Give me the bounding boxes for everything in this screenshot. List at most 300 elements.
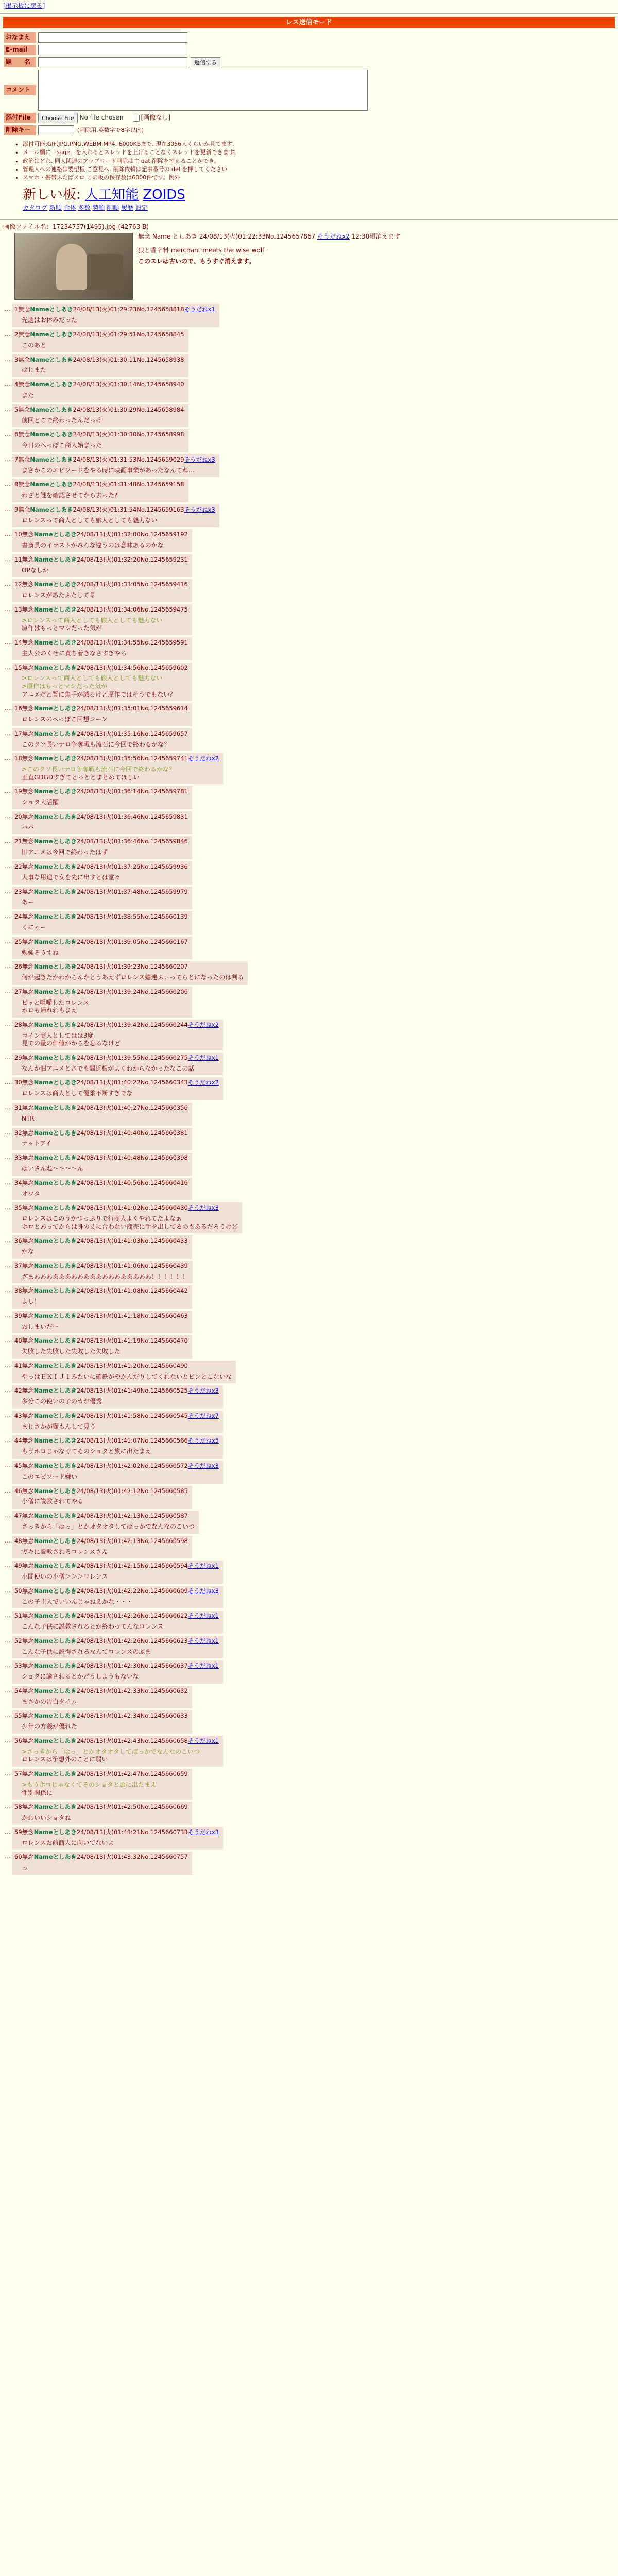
reply-time: 24/08/13(火)01:39:23 xyxy=(76,963,141,971)
reply-body-line: NTR xyxy=(22,1114,35,1122)
reply-body xyxy=(22,1215,238,1231)
reply-poster-name: としあき xyxy=(53,1262,77,1269)
reply-no-label: No. xyxy=(140,888,150,895)
file-status-text: No file chosen xyxy=(79,114,124,122)
reply-time: 24/08/13(火)01:30:11 xyxy=(73,355,137,363)
reply-body-line: ガキに説教されるロレンスさん xyxy=(22,1548,108,1555)
nav-newest[interactable]: 新順 xyxy=(49,204,62,212)
reply-post-number[interactable]: 1245660167 xyxy=(150,938,188,945)
reply-post-number[interactable]: 1245659475 xyxy=(150,605,188,613)
reply-box xyxy=(12,1103,192,1126)
reply-number: 26 xyxy=(14,963,22,971)
reply-post xyxy=(3,961,615,985)
reply-poster-name: としあき xyxy=(53,1687,77,1694)
reply-post-number[interactable]: 1245660632 xyxy=(150,1687,188,1694)
reply-name-label: Name xyxy=(33,581,53,588)
reply-time: 24/08/13(火)01:40:22 xyxy=(76,1079,141,1087)
reply-name-label: Name xyxy=(33,531,53,538)
reply-box xyxy=(12,786,192,809)
reply-no-label: No. xyxy=(140,1687,150,1694)
reply-no-label: No. xyxy=(140,838,150,845)
reply-post-number[interactable]: 1245660525 xyxy=(150,1387,188,1395)
reply-body-line: もうホロじゃなくてそのショタと旅に出たまえ xyxy=(22,1448,151,1455)
reply-time: 24/08/13(火)01:36:46 xyxy=(76,838,141,845)
reply-no-label: No. xyxy=(140,1612,150,1620)
reply-sodane-link[interactable]: そうだねx3 xyxy=(187,1204,219,1212)
reply-number: 53 xyxy=(14,1662,22,1670)
reply-no-label: No. xyxy=(140,913,150,921)
reply-header xyxy=(14,1462,219,1470)
nav-history[interactable]: 履歴 xyxy=(121,204,134,212)
nav-combined[interactable]: 合体 xyxy=(63,204,76,212)
reply-poster-name: としあき xyxy=(49,455,73,463)
reply-name-label: Name xyxy=(33,838,53,845)
reply-post-number[interactable]: 1245660206 xyxy=(150,988,188,995)
reply-post-number[interactable]: 1245660275 xyxy=(150,1054,188,1061)
reply-no-label: No. xyxy=(140,1662,150,1670)
reply-post-number[interactable]: 1245660658 xyxy=(150,1737,188,1744)
nav-deleted[interactable]: 削順 xyxy=(107,204,119,212)
reply-post-number[interactable]: 1245659591 xyxy=(150,638,188,646)
reply-post xyxy=(3,836,615,859)
reply-post-number[interactable]: 1245660669 xyxy=(150,1803,188,1811)
reply-time: 24/08/13(火)01:42:15 xyxy=(76,1562,141,1570)
op-sodane-link[interactable]: そうだねx2 xyxy=(317,233,350,241)
reply-body xyxy=(22,567,188,575)
reply-post xyxy=(3,1611,615,1634)
reply-subject: 無念 xyxy=(22,1770,34,1777)
reply-box xyxy=(12,1736,223,1767)
reply-post-number[interactable]: 1245660622 xyxy=(150,1612,188,1620)
reply-box xyxy=(12,937,192,960)
reply-name-label: Name xyxy=(30,405,49,413)
reply-header xyxy=(14,938,188,946)
op-body xyxy=(138,245,264,266)
reply-post-number[interactable]: 1245658984 xyxy=(146,405,184,413)
reply-indent-mark: … xyxy=(5,455,11,463)
reply-sodane-link[interactable]: そうだねx5 xyxy=(187,1437,219,1445)
reply-post-number[interactable]: 1245658998 xyxy=(146,431,184,438)
reply-no-label: No. xyxy=(140,730,150,737)
reply-post-number[interactable]: 1245659158 xyxy=(146,481,184,488)
reply-box xyxy=(12,1686,192,1709)
reply-indent-mark: … xyxy=(5,812,11,820)
reply-post xyxy=(3,329,615,352)
reply-name-label: Name xyxy=(33,963,53,971)
reply-body-line: このあと xyxy=(22,341,47,349)
reply-no-label: No. xyxy=(136,306,147,313)
reply-number: 29 xyxy=(14,1054,22,1061)
reply-post-number[interactable]: 1245660416 xyxy=(150,1179,188,1187)
reply-header xyxy=(14,1637,219,1645)
reply-post-number[interactable]: 1245659614 xyxy=(150,705,188,713)
reply-box xyxy=(12,753,223,784)
reply-indent-mark: … xyxy=(5,580,11,588)
reply-sodane-link[interactable]: そうだねx7 xyxy=(187,1412,219,1419)
reply-no-label: No. xyxy=(136,405,147,413)
reply-box xyxy=(12,454,219,478)
reply-subject: 無念 xyxy=(22,1312,34,1319)
reply-post-number[interactable]: 1245660356 xyxy=(150,1104,188,1111)
reply-post-number[interactable]: 1245660430 xyxy=(150,1204,188,1212)
reply-quote-line: >もうホロじゃなくてそのショタと旅に出たまえ xyxy=(22,1781,157,1788)
reply-subject: 無念 xyxy=(22,1362,34,1369)
reply-name-label: Name xyxy=(33,1587,53,1595)
reply-indent-mark: … xyxy=(5,1436,11,1444)
reply-post xyxy=(3,529,615,552)
reply-body-line: よし！ xyxy=(22,1298,41,1306)
email-input[interactable] xyxy=(38,45,187,55)
reply-post-number[interactable]: 1245659029 xyxy=(146,455,184,463)
no-image-checkbox[interactable] xyxy=(133,115,140,122)
reply-subject: 無念 xyxy=(22,1462,34,1469)
reply-post xyxy=(3,911,615,935)
reply-subject: 無念 xyxy=(22,531,34,538)
reply-box xyxy=(12,728,192,752)
reply-body-line: 勉強そうすね xyxy=(22,948,59,956)
reply-name-label: Name xyxy=(33,938,53,945)
reply-body xyxy=(22,716,188,724)
reply-sodane-link[interactable]: そうだねx1 xyxy=(187,1737,219,1744)
reply-sodane-link[interactable]: そうだねx2 xyxy=(187,1079,219,1087)
reply-sodane-link[interactable]: そうだねx1 xyxy=(187,1662,219,1670)
reply-name-label: Name xyxy=(33,1803,53,1811)
reply-post-number[interactable]: 1245659602 xyxy=(150,664,188,671)
reply-post-number[interactable]: 1245660398 xyxy=(150,1154,188,1162)
nav-settings[interactable]: 設定 xyxy=(135,204,148,212)
reply-indent-mark: … xyxy=(5,1411,11,1419)
reply-post-number[interactable]: 1245660633 xyxy=(150,1712,188,1720)
reply-post-number[interactable]: 1245659657 xyxy=(150,730,188,737)
reply-poster-name: としあき xyxy=(53,963,77,971)
reply-name-label: Name xyxy=(33,1537,53,1545)
reply-subject: 無念 xyxy=(22,1537,34,1545)
reply-no-label: No. xyxy=(136,481,147,488)
reply-no-label: No. xyxy=(140,1412,150,1419)
reply-sodane-link[interactable]: そうだねx3 xyxy=(187,1387,219,1395)
reply-sodane-link[interactable]: そうだねx2 xyxy=(187,1021,219,1028)
name-row xyxy=(4,32,618,43)
reply-time: 24/08/13(火)01:42:33 xyxy=(76,1687,141,1694)
reply-number: 32 xyxy=(14,1129,22,1137)
reply-header xyxy=(14,1129,188,1137)
comment-textarea[interactable] xyxy=(38,70,368,111)
reply-subject: 無念 xyxy=(22,1662,34,1670)
reply-indent-mark: … xyxy=(5,1361,11,1369)
reply-post-number[interactable]: 1245658940 xyxy=(146,381,184,388)
reply-time: 24/08/13(火)01:42:13 xyxy=(76,1537,141,1545)
reply-post-number[interactable]: 1245660598 xyxy=(150,1537,188,1545)
reply-sodane-link[interactable]: そうだねx1 xyxy=(187,1612,219,1620)
reply-post-number[interactable]: 1245660439 xyxy=(150,1262,188,1269)
reply-header xyxy=(14,431,184,438)
reply-poster-name: としあき xyxy=(49,431,73,438)
reply-sodane-link[interactable]: そうだねx1 xyxy=(184,306,215,313)
reply-number: 11 xyxy=(14,555,22,563)
reply-no-label: No. xyxy=(140,1562,150,1570)
reply-indent-mark: … xyxy=(5,1562,11,1569)
reply-post-number[interactable]: 1245660585 xyxy=(150,1487,188,1495)
reply-post-number[interactable]: 1245660545 xyxy=(150,1412,188,1419)
reply-number: 2 xyxy=(14,331,19,338)
nav-momentum[interactable]: 勢順 xyxy=(92,204,105,212)
reply-post xyxy=(3,887,615,910)
reply-post-number[interactable]: 1245660566 xyxy=(150,1437,188,1445)
reply-post-number[interactable]: 1245660757 xyxy=(150,1853,188,1861)
reply-name-label: Name xyxy=(33,1437,53,1445)
reply-subject: 無念 xyxy=(22,755,34,762)
reply-post-number[interactable]: 1245660490 xyxy=(150,1362,188,1369)
reply-body-line: オワタ xyxy=(22,1190,40,1197)
reply-body-line: ピッと咀嚼したロレンス xyxy=(22,998,89,1006)
reply-subject: 無念 xyxy=(22,664,34,671)
reply-no-label: No. xyxy=(140,1803,150,1811)
reply-name-label: Name xyxy=(33,788,53,795)
reply-post xyxy=(3,753,615,784)
reply-post-number[interactable]: 1245659192 xyxy=(150,531,188,538)
reply-post xyxy=(3,1077,615,1100)
reply-post xyxy=(3,1561,615,1584)
reply-number: 38 xyxy=(14,1287,22,1295)
reply-body-line: こんな子供に説教されるとか終わってんなロレンス xyxy=(22,1623,164,1631)
reply-name-label: Name xyxy=(33,1712,53,1720)
reply-subject: 無念 xyxy=(22,1262,34,1269)
reply-number: 14 xyxy=(14,638,22,646)
reply-sodane-link[interactable]: そうだねx3 xyxy=(187,1462,219,1469)
reply-name-label: Name xyxy=(33,1612,53,1620)
reply-subject: 無念 xyxy=(22,1412,34,1419)
reply-post-number[interactable]: 1245660139 xyxy=(150,913,188,921)
reply-time: 24/08/13(火)01:30:14 xyxy=(73,381,137,388)
reply-post xyxy=(3,728,615,752)
reply-body xyxy=(22,1648,219,1656)
reply-time: 24/08/13(火)01:40:27 xyxy=(76,1104,141,1111)
reply-post-number[interactable]: 1245659163 xyxy=(146,505,184,513)
reply-poster-name: としあき xyxy=(49,381,73,388)
reply-subject: 無念 xyxy=(22,988,34,995)
reply-number: 3 xyxy=(14,355,19,363)
subject-row xyxy=(4,57,618,67)
reply-indent-mark: … xyxy=(5,962,11,970)
reply-subject: 無念 xyxy=(22,581,34,588)
reply-subject: 無念 xyxy=(22,1587,34,1595)
file-row xyxy=(4,113,618,123)
reply-post-number[interactable]: 1245660381 xyxy=(150,1129,188,1137)
reply-sodane-link[interactable]: そうだねx3 xyxy=(187,1587,219,1595)
reply-header xyxy=(14,356,184,364)
top-bar xyxy=(0,0,618,13)
reply-post-number[interactable]: 1245659936 xyxy=(150,863,188,870)
reply-number: 56 xyxy=(14,1737,22,1744)
reply-time: 24/08/13(火)01:30:30 xyxy=(73,431,137,438)
reply-post-number[interactable]: 1245660594 xyxy=(150,1562,188,1570)
reply-post xyxy=(3,987,615,1018)
reply-sodane-link[interactable]: そうだねx3 xyxy=(184,455,215,463)
reply-time: 24/08/13(火)01:31:48 xyxy=(73,481,137,488)
reply-name-label: Name xyxy=(30,505,49,513)
reply-time: 24/08/13(火)01:41:49 xyxy=(76,1387,141,1395)
reply-post xyxy=(3,354,615,378)
reply-body xyxy=(22,999,188,1015)
reply-no-label: No. xyxy=(140,988,150,995)
reply-post-number[interactable]: 1245660470 xyxy=(150,1337,188,1345)
nav-many[interactable]: 多数 xyxy=(78,204,91,212)
reply-body xyxy=(22,1423,219,1431)
nav-catalog[interactable]: カタログ xyxy=(23,204,48,212)
reply-poster-name: としあき xyxy=(53,1770,77,1777)
reply-subject: 無念 xyxy=(22,1021,34,1028)
reply-post-number[interactable]: 1245659846 xyxy=(150,838,188,845)
reply-post-number[interactable]: 1245659741 xyxy=(150,755,188,762)
reply-post-number[interactable]: 1245658818 xyxy=(146,306,184,313)
reply-subject: 無念 xyxy=(22,812,34,820)
reply-body xyxy=(22,1548,188,1556)
reply-indent-mark: … xyxy=(5,1204,11,1211)
choose-file-button[interactable]: Choose File xyxy=(38,113,78,123)
subject-input[interactable] xyxy=(38,57,187,67)
reply-body-line: 見ての量の価値がからを忘るなけど xyxy=(22,1040,121,1047)
reply-body xyxy=(22,1065,219,1073)
reply-name-label: Name xyxy=(33,1853,53,1861)
reply-subject: 無念 xyxy=(18,455,30,463)
reply-indent-mark: … xyxy=(5,605,11,613)
reply-body-line: 少年の方義が優れた xyxy=(22,1723,78,1731)
reply-indent-mark: … xyxy=(5,1178,11,1186)
reply-indent-mark: … xyxy=(5,1286,11,1294)
reply-poster-name: としあき xyxy=(53,1537,77,1545)
reply-sodane-link[interactable]: そうだねx1 xyxy=(187,1637,219,1645)
reply-time: 24/08/13(火)01:37:25 xyxy=(76,863,141,870)
reply-post-number[interactable]: 1245660587 xyxy=(150,1512,188,1520)
reply-post-number[interactable]: 1245660244 xyxy=(150,1021,188,1028)
reply-post xyxy=(3,1852,615,1875)
reply-header xyxy=(14,1437,219,1445)
reply-sodane-link[interactable]: そうだねx2 xyxy=(187,755,219,762)
reply-post-number[interactable]: 1245659416 xyxy=(150,581,188,588)
reply-number: 10 xyxy=(14,531,22,538)
reply-sodane-link[interactable]: そうだねx1 xyxy=(187,1054,219,1061)
reply-time: 24/08/13(火)01:42:26 xyxy=(76,1612,141,1620)
rule-item: • 政治はどれ. 同人関連のアップロード削除は主 dat 削除を控えることができ。 xyxy=(23,158,618,165)
reply-body xyxy=(22,1498,188,1506)
reply-post-number[interactable]: 1245660463 xyxy=(150,1312,188,1319)
board-link-zoids[interactable]: ZOIDS xyxy=(143,187,185,203)
reply-poster-name: としあき xyxy=(53,1562,77,1570)
reply-header xyxy=(14,913,188,921)
reply-subject: 無念 xyxy=(18,431,30,438)
reply-post-number[interactable]: 1245659781 xyxy=(150,788,188,795)
reply-post-number[interactable]: 1245660623 xyxy=(150,1637,188,1645)
board-link-ai[interactable]: 人工知能 xyxy=(85,187,139,203)
reply-box xyxy=(12,1852,192,1875)
reply-post-number[interactable]: 1245660659 xyxy=(150,1770,188,1777)
reply-post xyxy=(3,1178,615,1201)
reply-time: 24/08/13(火)01:36:46 xyxy=(76,812,141,820)
reply-header xyxy=(14,606,188,614)
op-thumbnail[interactable] xyxy=(14,233,133,300)
back-to-board-link[interactable]: [掲示板に戻る] xyxy=(3,2,45,9)
reply-header xyxy=(14,1612,219,1620)
reply-poster-name: としあき xyxy=(49,355,73,363)
reply-post-number[interactable]: 1245660733 xyxy=(150,1828,188,1836)
reply-number: 28 xyxy=(14,1021,22,1028)
reply-post xyxy=(3,554,615,578)
reply-post-number[interactable]: 1245658845 xyxy=(146,331,184,338)
delkey-row xyxy=(4,125,618,135)
reply-no-label: No. xyxy=(140,1021,150,1028)
reply-post-number[interactable]: 1245660442 xyxy=(150,1287,188,1295)
reply-body xyxy=(22,442,184,450)
reply-header xyxy=(14,755,219,762)
reply-no-label: No. xyxy=(140,1853,150,1861)
reply-body xyxy=(22,1115,188,1123)
reply-post-number[interactable]: 1245660637 xyxy=(150,1662,188,1670)
reply-sodane-link[interactable]: そうだねx3 xyxy=(187,1828,219,1836)
reply-post-number[interactable]: 1245660609 xyxy=(150,1587,188,1595)
reply-post-number[interactable]: 1245660572 xyxy=(150,1462,188,1469)
reply-post-number[interactable]: 1245660207 xyxy=(150,963,188,971)
reply-post xyxy=(3,1285,615,1309)
reply-post-number[interactable]: 1245659831 xyxy=(150,812,188,820)
reply-subject: 無念 xyxy=(22,1337,34,1345)
reply-sodane-link[interactable]: そうだねx3 xyxy=(184,505,215,513)
reply-poster-name: としあき xyxy=(53,988,77,995)
reply-box xyxy=(12,1411,223,1434)
reply-box xyxy=(12,429,188,452)
reply-number: 20 xyxy=(14,812,22,820)
reply-post-number[interactable]: 1245658938 xyxy=(146,355,184,363)
reply-no-label: No. xyxy=(140,1828,150,1836)
reply-no-label: No. xyxy=(136,431,147,438)
reply-subject: 無念 xyxy=(22,1712,34,1720)
reply-body-line: ロレンスって商人としても旅人としても魅力ない xyxy=(22,516,158,524)
op-post xyxy=(3,233,615,304)
reply-box xyxy=(12,861,192,885)
delete-key-input[interactable] xyxy=(38,125,74,135)
reply-name-label: Name xyxy=(33,1237,53,1245)
reply-time: 24/08/13(火)01:38:55 xyxy=(76,913,141,921)
reply-post-number[interactable]: 1245660433 xyxy=(150,1237,188,1245)
reply-post-number[interactable]: 1245659979 xyxy=(150,888,188,895)
reply-post-number[interactable]: 1245659231 xyxy=(150,555,188,563)
reply-number: 46 xyxy=(14,1487,22,1495)
reply-subject: 無念 xyxy=(22,705,34,713)
reply-indent-mark: … xyxy=(5,837,11,845)
reply-list xyxy=(3,304,615,1874)
reply-poster-name: としあき xyxy=(53,664,77,671)
reply-poster-name: としあき xyxy=(53,863,77,870)
name-input[interactable] xyxy=(38,32,187,43)
reply-post xyxy=(3,637,615,660)
reply-post-number[interactable]: 1245660343 xyxy=(150,1079,188,1087)
reply-indent-mark: … xyxy=(5,1078,11,1086)
reply-body-line: 小間使いの小僧＞＞＞ロレンス xyxy=(22,1573,108,1581)
reply-body-line: わざと謎を確認させてから去った? xyxy=(22,492,118,499)
op-image-filename[interactable]: 画像ファイル名：17234757(1495).jpg-(42763 B) xyxy=(3,223,149,230)
reply-post xyxy=(3,1261,615,1284)
reply-indent-mark: … xyxy=(5,1020,11,1028)
reply-sodane-link[interactable]: そうだねx1 xyxy=(187,1562,219,1570)
reply-no-label: No. xyxy=(140,1104,150,1111)
reply-poster-name: としあき xyxy=(49,405,73,413)
reply-body xyxy=(22,517,215,525)
reply-subject: 無念 xyxy=(22,1828,34,1836)
reply-body-line: さっきから「はっ」とかオタオタしてばっかでなんなのこいつ xyxy=(22,1523,195,1530)
reply-body xyxy=(22,316,215,325)
reply-subject: 無念 xyxy=(22,1512,34,1520)
reply-time: 24/08/13(火)01:39:55 xyxy=(76,1054,141,1061)
submit-reply-button[interactable]: 返信する xyxy=(191,57,220,67)
